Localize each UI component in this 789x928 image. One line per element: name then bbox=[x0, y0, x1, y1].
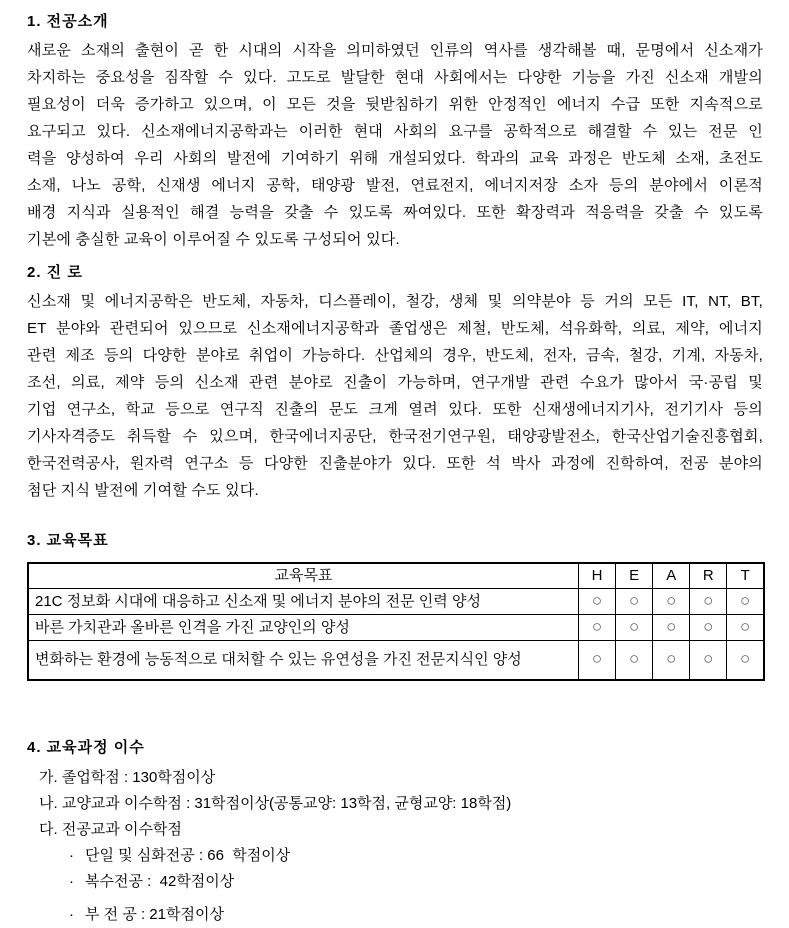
list-item: 다. 전공교과 이수학점 bbox=[39, 821, 182, 838]
list-item: 가. 졸업학점 : 130학점이상 bbox=[39, 769, 216, 786]
text-line: 소재, 나노 공학, 신재생 에너지 공학, 태양광 발전, 연료전지, 에너지저장 소자 등의 분야에서 이론적 bbox=[27, 177, 763, 194]
circle-mark-icon: ○ bbox=[666, 649, 677, 669]
career-paragraph bbox=[27, 288, 763, 504]
goals-column-header: 교육목표 bbox=[28, 563, 578, 588]
list-item: 나. 교양교과 이수학점 : 31학점이상(공통교양: 13학점, 균형교양: 18학점) bbox=[39, 795, 512, 812]
circle-mark-icon: ○ bbox=[703, 616, 714, 636]
criteria-header-h: H bbox=[578, 563, 615, 588]
criteria-header-t: T bbox=[727, 563, 764, 588]
section-curriculum bbox=[27, 739, 763, 928]
education-goals-table bbox=[27, 562, 765, 681]
list-subitem bbox=[27, 902, 763, 928]
curriculum-list bbox=[27, 765, 763, 928]
text-line: 첨단 지식 발전에 기여할 수도 있다. bbox=[27, 482, 259, 499]
list-subitem bbox=[27, 869, 763, 895]
circle-mark-icon: ○ bbox=[628, 590, 640, 610]
circle-mark-icon: ○ bbox=[666, 616, 677, 636]
text-line: 새로운 소재의 출현이 곧 한 시대의 시작을 의미하였던 인류의 역사를 생각해볼 때, 문명에서 신소재가 bbox=[27, 42, 763, 59]
section-curriculum-heading: 4. 교육과정 이수 bbox=[27, 739, 145, 756]
bullet-dot-icon: · bbox=[69, 847, 74, 864]
table-row bbox=[28, 614, 764, 640]
goal-text: 변화하는 환경에 능동적으로 대처할 수 있는 유연성을 가진 전문지식인 양성 bbox=[28, 640, 578, 680]
text-line: 필요성이 더욱 증가하고 있으며, 이 모든 것을 뒷받침하기 위한 안정적인 에너지 수급 또한 지속적으로 bbox=[27, 96, 763, 113]
text-line: 차지하는 중요성을 짐작할 수 있다. 고도로 발달한 현대 사회에서는 다양한 기능을 가진 신소재 개발의 bbox=[27, 69, 763, 86]
text-line: 요구되고 있다. 신소재에너지공학과는 이러한 현대 사회의 요구를 공학적으로 해결할 수 있는 전문 인 bbox=[27, 123, 763, 140]
circle-mark-icon: ○ bbox=[740, 649, 751, 669]
table-row bbox=[28, 588, 764, 614]
table-header-row bbox=[28, 563, 764, 588]
text-line: 배경 지식과 실용적인 해결 능력을 갖출 수 있도록 짜여있다. 또한 확장력과 적응력을 갖출 수 있도록 bbox=[27, 204, 763, 221]
section-career bbox=[27, 264, 763, 504]
text-line: 한국전력공사, 원자력 연구소 등 다양한 진출분야가 있다. 또한 석 박사 과정에 진학하여, 전공 분야의 bbox=[27, 455, 763, 472]
goal-text: 21C 정보화 시대에 대응하고 신소재 및 에너지 분야의 전문 인력 양성 bbox=[28, 588, 578, 614]
section-intro bbox=[27, 13, 763, 253]
text-line: 기사자격증도 취득할 수 있으며, 한국에너지공단, 한국전기연구원, 태양광발전소, 한국산업기술진흥협회, bbox=[27, 428, 763, 445]
section-intro-heading: 1. 전공소개 bbox=[27, 13, 109, 30]
text-line: ET 분야와 관련되어 있으므로 신소재에너지공학과 졸업생은 제철, 반도체, 석유화학, 의료, 제약, 에너지 bbox=[27, 320, 763, 337]
circle-mark-icon: ○ bbox=[628, 616, 640, 636]
section-goals bbox=[27, 532, 763, 681]
bullet-dot-icon: · bbox=[69, 873, 74, 890]
subitem-text: 단일 및 심화전공 : 66 학점이상 bbox=[85, 847, 291, 864]
subitem-text: 복수전공 : 42학점이상 bbox=[85, 873, 235, 890]
circle-mark-icon: ○ bbox=[666, 590, 677, 610]
text-line: 신소재 및 에너지공학은 반도체, 자동차, 디스플레이, 철강, 생체 및 의약분야 등 거의 모든 IT, NT, BT, bbox=[27, 293, 763, 310]
circle-mark-icon: ○ bbox=[591, 616, 603, 636]
criteria-header-r: R bbox=[690, 563, 727, 588]
section-goals-heading: 3. 교육목표 bbox=[27, 532, 109, 549]
circle-mark-icon: ○ bbox=[591, 649, 603, 669]
text-line: 관련 제조 등의 다양한 분야로 취업이 가능하다. 산업체의 경우, 반도체, 전자, 금속, 철강, 기계, 자동차, bbox=[27, 347, 763, 364]
subitem-text: 부 전 공 : 21학점이상 bbox=[85, 906, 224, 923]
section-career-heading: 2. 진 로 bbox=[27, 264, 83, 281]
circle-mark-icon: ○ bbox=[628, 649, 640, 669]
text-line: 조선, 의료, 제약 등의 신소재 관련 분야로 진출이 가능하며, 연구개발 관련 수요가 많아서 국·공립 및 bbox=[27, 374, 763, 391]
circle-mark-icon: ○ bbox=[591, 590, 603, 610]
circle-mark-icon: ○ bbox=[703, 649, 714, 669]
criteria-header-a: A bbox=[653, 563, 690, 588]
text-line: 기업 연구소, 학교 등으로 연구직 진출의 문도 크게 열려 있다. 또한 신재생에너지기사, 전기기사 등의 bbox=[27, 401, 763, 418]
criteria-header-e: E bbox=[616, 563, 653, 588]
circle-mark-icon: ○ bbox=[740, 616, 751, 636]
text-line: 력을 양성하여 우리 사회의 발전에 기여하기 위해 개설되었다. 학과의 교육 과정은 반도체 소재, 초전도 bbox=[27, 150, 763, 167]
goal-text: 바른 가치관과 올바른 인격을 가진 교양인의 양성 bbox=[28, 614, 578, 640]
circle-mark-icon: ○ bbox=[703, 590, 714, 610]
intro-paragraph bbox=[27, 37, 763, 253]
table-row bbox=[28, 640, 764, 680]
circle-mark-icon: ○ bbox=[740, 590, 751, 610]
list-subitem bbox=[27, 843, 763, 869]
bullet-dot-icon: · bbox=[69, 906, 74, 923]
text-line: 기본에 충실한 교육이 이루어질 수 있도록 구성되어 있다. bbox=[27, 231, 400, 248]
